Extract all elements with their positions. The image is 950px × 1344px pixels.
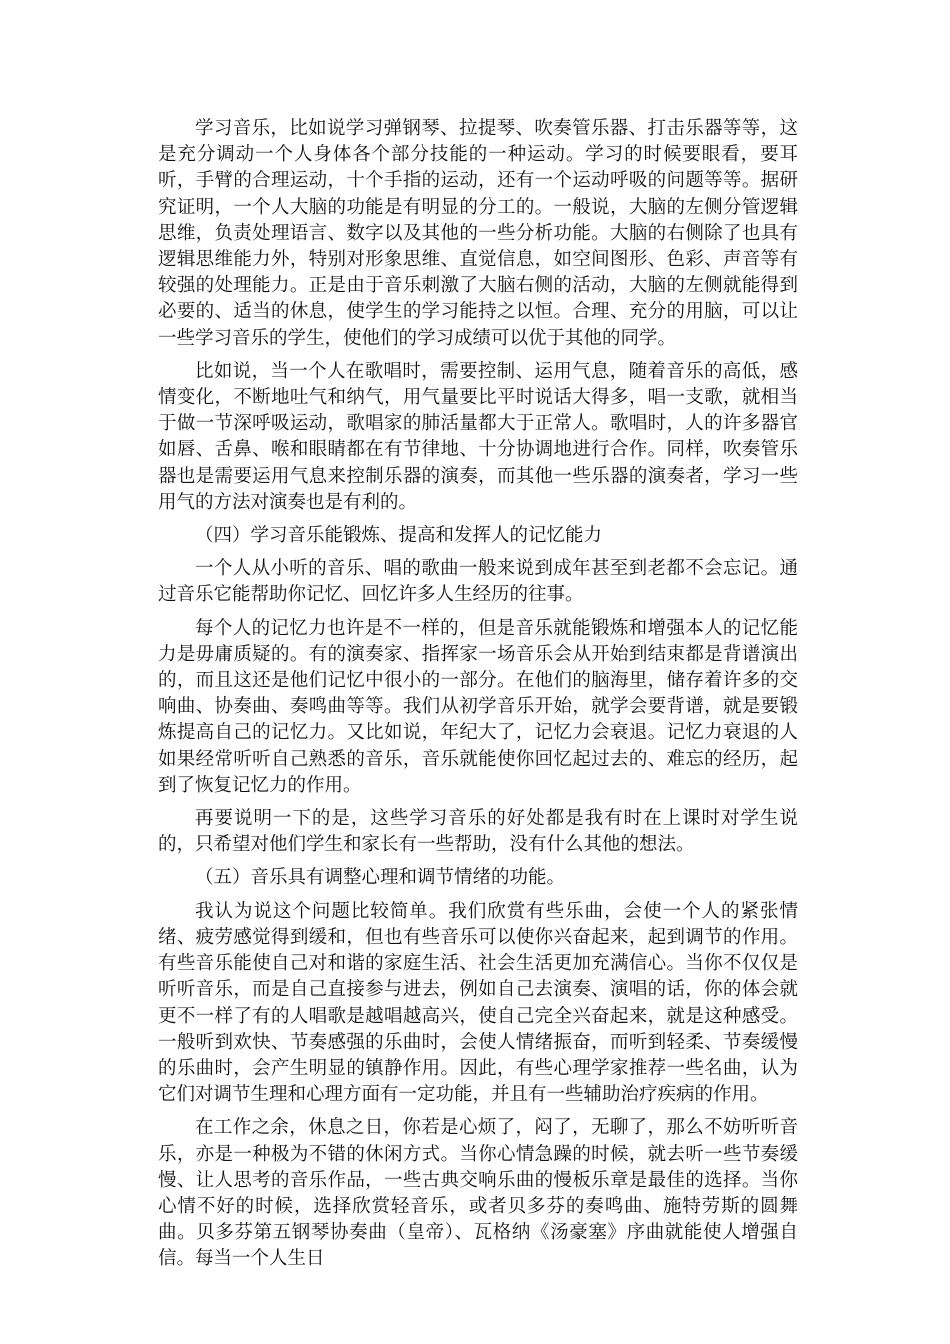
document-page [158,116,798,1280]
section-heading-emotion: （五）音乐具有调整心理和调节情绪的功能。 [195,867,566,889]
paragraph-memory-training: 每个人的记忆力也许是不一样的，但是音乐就能锻炼和增强本人的记忆能力是毋庸质疑的。有的演奏家、指挥家一场音乐会从开始到结束都是背谱演出的，而且这还是他们记忆中很小的一部分。在他们的脑海里，储存着许多的交响曲、协奏曲、奏鸣曲等等。我们从初学音乐开始，就学会要背谱，就是要锻炼提高自己的记忆力。又比如说，年纪大了，记忆力会衰退。记忆力衰退的人如果经常听听自己熟悉的音乐，音乐就能使你回忆起过去的、难忘的经历，起到了恢复记忆力的作用。 [158,617,798,796]
paragraph-emotion-regulation: 我认为说这个问题比较简单。我们欣赏有些乐曲，会使一个人的紧张情绪、疲劳感觉得到缓和，但也有些音乐可以使你兴奋起来，起到调节的作用。有些音乐能使自己对和谐的家庭生活、社会生活更加充满信心。当你不仅仅是听听音乐，而是自己直接参与进去，例如自己去演奏、演唱的话，你的体会就更不一样了有的人唱歌是越唱越高兴，使自己完全兴奋起来，就是这种感受。一般听到欢快、节奏感强的乐曲时，会使人情绪振奋，而听到轻柔、节奏缓慢的乐曲时，会产生明显的镇静作用。因此，有些心理学家推荐一些名曲，认为它们对调节生理和心理方面有一定功能，并且有一些辅助治疗疾病的作用。 [158,900,798,1106]
paragraph-author-note: 再要说明一下的是，这些学习音乐的好处都是我有时在上课时对学生说的，只希望对他们学生和家长有一些帮助，没有什么其他的想法。 [158,808,798,856]
paragraph-singing-breath: 比如说，当一个人在歌唱时，需要控制、运用气息，随着音乐的高低，感情变化，不断地吐气和纳气，用气量要比平时说话大得多，唱一支歌，就相当于做一节深呼吸运动，歌唱家的肺活量都大于正常人。歌唱时，人的许多器官如唇、舌鼻、喉和眼睛都在有节律地、十分协调地进行合作。同样，吹奏管乐器也是需要运用气息来控制乐器的演奏，而其他一些乐器的演奏者，学习一些用气的方法对演奏也是有利的。 [158,360,798,513]
paragraph-leisure-listening: 在工作之余，休息之日，你若是心烦了，闷了，无聊了，那么不妨听听音乐，亦是一种极为不错的休闲方式。当你心情急躁的时候，就去听一些节奏缓慢、让人思考的音乐作品，一些古典交响乐曲的慢板乐章是最佳的选择。当你心情不好的时候，选择欣赏轻音乐，或者贝多芬的奏鸣曲、施特劳斯的圆舞曲。贝多芬第五钢琴协奏曲（皇帝）、瓦格纳《汤豪塞》序曲就能使人增强自信。每当一个人生日 [158,1117,798,1270]
paragraph-childhood-songs: 一个人从小听的音乐、唱的歌曲一般来说到成年甚至到老都不会忘记。通过音乐它能帮助你记忆、回忆许多人生经历的往事。 [158,558,798,606]
section-heading-memory: （四）学习音乐能锻炼、提高和发挥人的记忆能力 [195,525,603,547]
paragraph-music-brain: 学习音乐，比如说学习弹钢琴、拉提琴、吹奏管乐器、打击乐器等等，这是充分调动一个人身体各个部分技能的一种运动。学习的时候要眼看，要耳听，手臂的合理运动，十个手指的运动，还有一个运动呼吸的问题等等。据研究证明，一个人大脑的功能是有明显的分工的。一般说，大脑的左侧分管逻辑思维，负责处理语言、数字以及其他的一些分析功能。大脑的右侧除了也具有逻辑思维能力外，特别对形象思维、直觉信息，如空间图形、色彩、声音等有较强的处理能力。正是由于音乐刺激了大脑右侧的活动，大脑的左侧就能得到必要的、适当的休息，使学生的学习能持之以恒。合理、充分的用脑，可以让一些学习音乐的学生，使他们的学习成绩可以优于其他的同学。 [158,118,798,349]
